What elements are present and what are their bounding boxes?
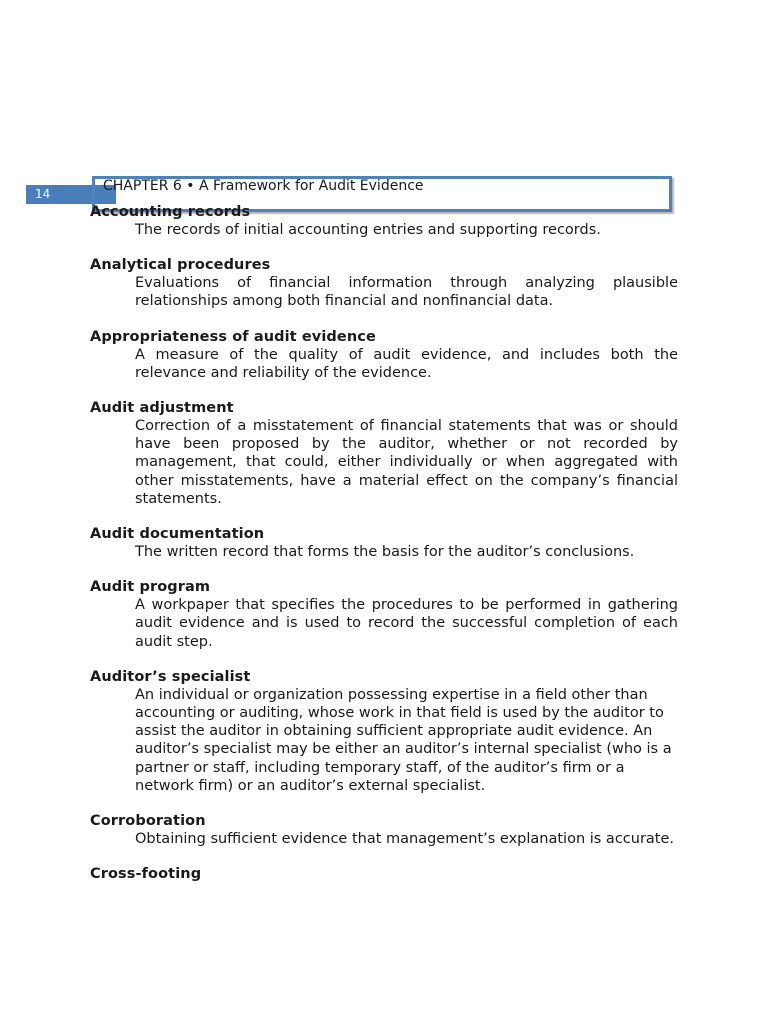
glossary-term: Corroboration <box>90 813 206 830</box>
glossary-definition: A measure of the quality of audit evidence, and includes both the relevance and reliability of the evidence. <box>135 346 678 381</box>
glossary-definition: An individual or organization possessing expertise in a field other than accounting or auditing, whose work in that field is used by the auditor to assist the auditor in obtaining sufficient appropriate audit evidence. An auditor’s specialist may be either an auditor’s internal specialist (who is a partner or staff, including temporary staff, of the auditor’s firm or a network firm) or an auditor’s external specialist. <box>135 686 672 794</box>
glossary-list <box>90 203 678 900</box>
glossary-term: Audit program <box>90 579 211 596</box>
glossary-entry <box>90 812 678 848</box>
glossary-entry <box>90 865 678 883</box>
glossary-definition: The written record that forms the basis for the auditor’s conclusions. <box>135 544 635 561</box>
glossary-term: Analytical procedures <box>90 257 271 274</box>
glossary-term: Accounting records <box>90 204 251 220</box>
glossary-entry <box>90 578 678 651</box>
glossary-entry <box>90 256 678 310</box>
glossary-term: Audit documentation <box>90 526 265 543</box>
glossary-entry <box>90 525 678 561</box>
glossary-definition: Obtaining sufficient evidence that management’s explanation is accurate. <box>135 831 675 848</box>
glossary-entry <box>90 328 678 382</box>
glossary-term: Appropriateness of audit evidence <box>90 328 376 345</box>
glossary-definition: Evaluations of financial information through analyzing plausible relationships among both financial and nonfinancial data. <box>135 275 678 310</box>
glossary-entry <box>90 668 678 795</box>
glossary-entry <box>90 203 678 239</box>
glossary-definition: The records of initial accounting entries and supporting records. <box>135 222 601 238</box>
glossary-term: Audit adjustment <box>90 400 234 417</box>
glossary-term: Auditor’s specialist <box>90 668 251 685</box>
glossary-definition: A workpaper that specifies the procedures to be performed in gathering audit evidence and is used to record the successful completion of each audit step. <box>135 597 678 650</box>
glossary-term: Cross-footing <box>90 866 202 883</box>
page-number: 14 <box>26 185 116 204</box>
glossary-entry <box>90 399 678 508</box>
chapter-header-title: CHAPTER 6 • A Framework for Audit Evidence <box>103 178 424 194</box>
glossary-definition: Correction of a misstatement of financial statements that was or should have been proposed by the auditor, whether or not recorded by management, that could, either individually or when aggregated with other misstatements, have a material effect on the company’s financial statements. <box>135 418 678 507</box>
